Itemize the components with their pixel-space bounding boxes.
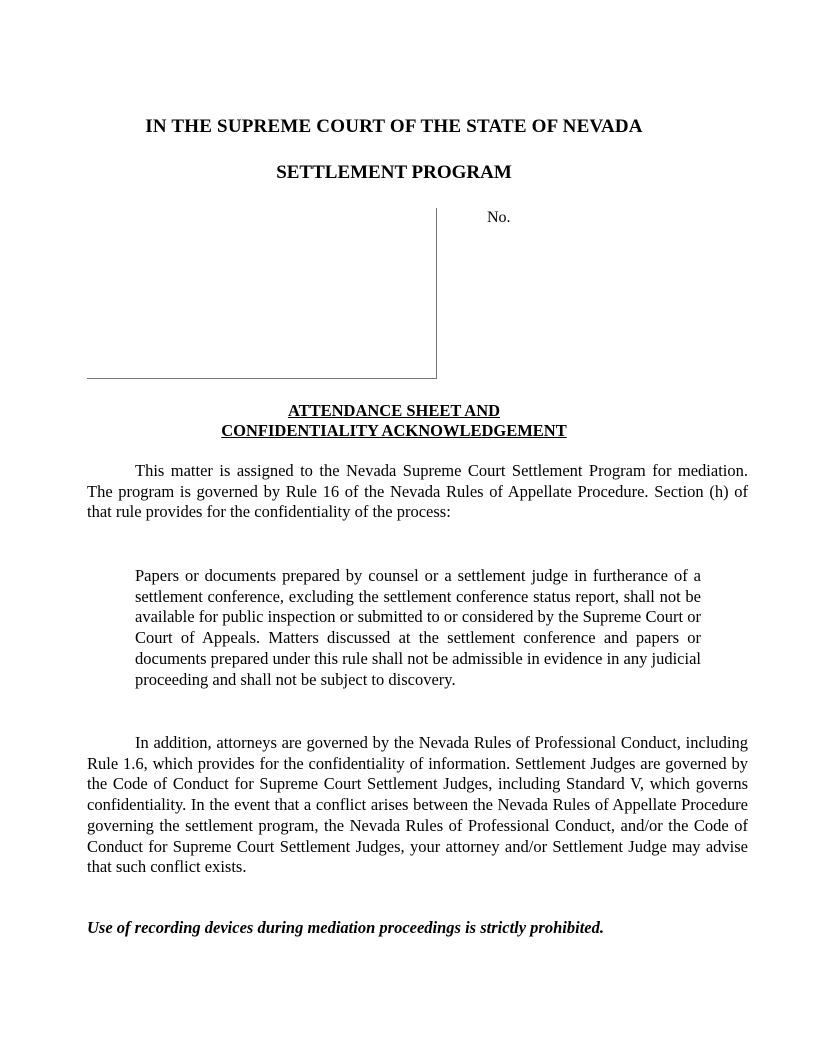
document-heading [0,401,788,441]
intro-paragraph [87,461,748,523]
recording-warning: Use of recording devices during mediation proceedings is strictly prohibited. [87,918,604,937]
heading-line-1: ATTENDANCE SHEET AND [287,401,501,420]
case-number-label: No. [487,209,511,226]
addition-text: In addition, attorneys are governed by the Nevada Rules of Professional Conduct, including Rule 1.6, which provides for the confidentiality of information. Settlement Judges are governed by the Code of Conduct for Supreme Court Settlement Judges, including Standard V, which governs confidentiality. In the event that a conflict arises between the Nevada Rules of Appellate Procedure governing the settlement program, the Nevada Rules of Professional Conduct, and/or the Code of Conduct for Supreme Court Settlement Judges, your attorney and/or Settlement Judge may advise that such conflict exists. [87,733,748,877]
case-caption-box [87,208,437,379]
intro-text: This matter is assigned to the Nevada Supreme Court Settlement Program for mediation. The program is governed by Rule 16 of the Nevada Rules of Appellate Procedure. Section (h) of that rule provides for the confidentiality of the process: [87,461,748,522]
addition-paragraph [87,733,748,878]
heading-line-2: CONFIDENTIALITY ACKNOWLEDGEMENT [221,421,567,440]
court-title: IN THE SUPREME COURT OF THE STATE OF NEVADA [145,116,643,137]
program-title: SETTLEMENT PROGRAM [276,162,512,183]
rule-quote: Papers or documents prepared by counsel or a settlement judge in furtherance of a settlement conference, excluding the settlement conference status report, shall not be available for public inspection or submitted to or considered by the Supreme Court or Court of Appeals. Matters discussed at the settlement conference and papers or documents prepared under this rule shall not be admissible in evidence in any judicial proceeding and shall not be subject to discovery. [135,566,701,689]
